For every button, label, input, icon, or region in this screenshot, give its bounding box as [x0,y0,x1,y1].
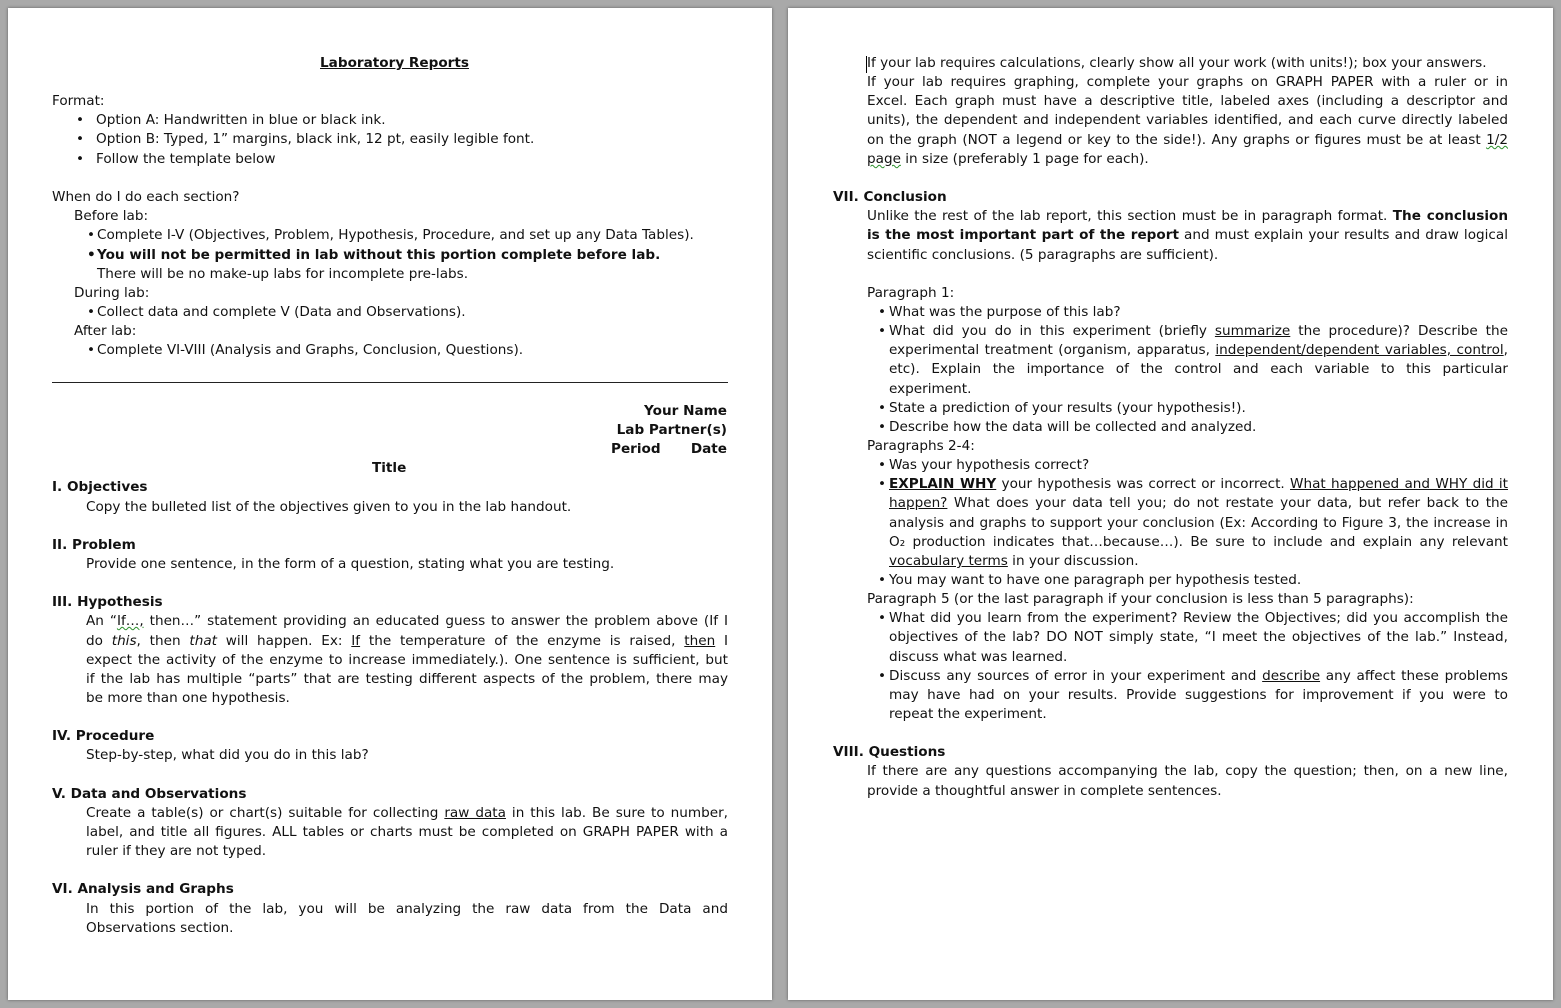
header-period: Period [611,441,661,457]
bullet-icon: • [878,419,887,435]
hypothesis-line-4: if the lab has multiple “parts” that are testing different aspects of the problem, there may [86,671,728,687]
header-date: Date [690,441,727,457]
p5-bullet-2-line-2: may have had on your results. Provide suggestions for improvement if you were to [889,687,1508,703]
p24-bullet-2-line-3: analysis and graphs to support your conclusion (Ex: According to Figure 3, the increase in [889,515,1508,531]
data-observations-heading: V. Data and Observations [52,786,247,802]
bullet-icon: • [76,131,85,147]
header-your-name: Your Name [644,403,727,419]
bullet-icon: • [878,304,887,320]
p24-bullet-2-line-4: O₂ production indicates that…because…). Be sure to include and explain any relevant [889,534,1508,550]
p5-bullet-1-line-2: objectives of the lab? DO NOT simply state, “I meet the objectives of the lab.” Instead, [889,629,1508,645]
before-item-2: You will not be permitted in lab without this portion complete before lab. [97,247,661,263]
paragraph-1-label: Paragraph 1: [867,285,955,301]
p1-bullet-2-line-1: What did you do in this experiment (briefly summarize the procedure)? Describe the [889,323,1508,339]
bullet-icon: • [878,476,887,492]
header-lab-partners: Lab Partner(s) [616,422,727,438]
bullet-icon: • [878,610,887,626]
p24-bullet-3: You may want to have one paragraph per hypothesis tested. [889,572,1302,588]
bullet-icon: • [76,151,85,167]
paragraph-5-label: Paragraph 5 (or the last paragraph if your conclusion is less than 5 paragraphs): [867,591,1414,607]
bullet-icon: • [87,247,96,263]
procedure-heading: IV. Procedure [52,728,155,744]
conclusion-line-1: Unlike the rest of the lab report, this section must be in paragraph format. The conclusion [867,208,1508,224]
calc-line-1: If your lab requires calculations, clearly show all your work (with units!); box your answers. [867,55,1487,71]
bullet-icon: • [87,342,96,358]
before-lab-label: Before lab: [74,208,149,224]
hypothesis-line-2: do this, then that will happen. Ex: If the temperature of the enzyme is raised, then I [86,633,728,649]
procedure-text: Step-by-step, what did you do in this lab? [86,747,369,763]
p1-bullet-4: Describe how the data will be collected and analyzed. [889,419,1257,435]
data-observations-line-1: Create a table(s) or chart(s) suitable for collecting raw data in this lab. Be sure to number, [86,805,728,821]
analysis-graphs-line-2: Observations section. [86,920,234,936]
before-item-2-continued: There will be no make-up labs for incomplete pre-labs. [97,266,469,282]
data-observations-line-2: label, and title all figures. ALL tables or charts must be completed on GRAPH PAPER with a [86,824,728,840]
analysis-graphs-heading: VI. Analysis and Graphs [52,881,234,897]
p1-bullet-1: What was the purpose of this lab? [889,304,1121,320]
p5-bullet-2-line-3: repeat the experiment. [889,706,1047,722]
data-observations-line-3: ruler if they are not typed. [86,843,267,859]
p1-bullet-2-line-4: experiment. [889,381,972,397]
hypothesis-heading: III. Hypothesis [52,594,163,610]
during-lab-label: During lab: [74,285,150,301]
objectives-text: Copy the bulleted list of the objectives given to you in the lab handout. [86,499,572,515]
section-divider [52,382,728,383]
p1-bullet-3: State a prediction of your results (your hypothesis!). [889,400,1246,416]
after-item: Complete VI-VIII (Analysis and Graphs, Conclusion, Questions). [97,342,524,358]
graph-line-4: on the graph (NOT a legend or key to the side!). Any graphs or figures must be at least 1/2 [867,132,1508,148]
format-label: Format: [52,93,105,109]
questions-line-2: provide a thoughtful answer in complete sentences. [867,783,1222,799]
bullet-icon: • [76,112,85,128]
bullet-icon: • [87,304,96,320]
document-page-left [8,8,772,1000]
before-item-1: Complete I-V (Objectives, Problem, Hypothesis, Procedure, and set up any Data Tables). [97,227,694,243]
conclusion-heading: VII. Conclusion [833,189,947,205]
document-title: Laboratory Reports [320,55,469,71]
graph-line-5: page in size (preferably 1 page for each). [867,151,1149,167]
p5-bullet-1-line-1: What did you learn from the experiment? Review the Objectives; did you accomplish the [889,610,1508,626]
questions-line-1: If there are any questions accompanying the lab, copy the question; then, on a new line, [867,763,1508,779]
graph-line-1: If your lab requires graphing, complete your graphs on GRAPH PAPER with a ruler or in [867,74,1508,90]
objectives-heading: I. Objectives [52,479,148,495]
document-page-right [788,8,1553,1000]
conclusion-line-3: scientific conclusions. (5 paragraphs are sufficient). [867,247,1219,263]
p24-bullet-2-line-2: happen? What does your data tell you; do not restate your data, but refer back to the [889,495,1508,511]
hypothesis-line-3: expect the activity of the enzyme to increase immediately.). One sentence is sufficient, but [86,652,728,668]
after-lab-label: After lab: [74,323,137,339]
hypothesis-line-1: An “If…, then…” statement providing an educated guess to answer the problem above (If I [86,613,729,629]
bullet-icon: • [878,668,887,684]
bullet-icon: • [87,227,96,243]
bullet-icon: • [878,572,887,588]
bullet-icon: • [878,400,887,416]
bullet-icon: • [878,457,887,473]
p24-bullet-1: Was your hypothesis correct? [889,457,1090,473]
format-item-c: Follow the template below [96,151,276,167]
problem-heading: II. Problem [52,537,136,553]
p1-bullet-2-line-2: experimental treatment (organism, apparatus, independent/dependent variables, control, [889,342,1508,358]
hypothesis-line-5: be more than one hypothesis. [86,690,290,706]
conclusion-line-2: is the most important part of the report and must explain your results and draw logical [867,227,1509,243]
format-item-a: Option A: Handwritten in blue or black ink. [96,112,386,128]
p5-bullet-2-line-1: Discuss any sources of error in your experiment and describe any affect these problems [889,668,1508,684]
during-item: Collect data and complete V (Data and Observations). [97,304,466,320]
p1-bullet-2-line-3: etc). Explain the importance of the control and each variable to this particular [889,361,1508,377]
p24-bullet-2-line-1: EXPLAIN WHY your hypothesis was correct or incorrect. What happened and WHY did it [889,476,1509,492]
problem-text: Provide one sentence, in the form of a question, stating what you are testing. [86,556,615,572]
analysis-graphs-line-1: In this portion of the lab, you will be analyzing the raw data from the Data and [86,901,728,917]
p5-bullet-1-line-3: discuss what was learned. [889,649,1068,665]
when-label: When do I do each section? [52,189,240,205]
p24-bullet-2-line-5: vocabulary terms in your discussion. [889,553,1139,569]
graph-line-3: units), the dependent and independent variables identified, and each curve directly labeled [867,112,1508,128]
format-item-b: Option B: Typed, 1” margins, black ink, 12 pt, easily legible font. [96,131,535,147]
paragraphs-2-4-label: Paragraphs 2-4: [867,438,975,454]
graph-line-2: Excel. Each graph must have a descriptive title, labeled axes (including a descriptor and [867,93,1508,109]
questions-heading: VIII. Questions [833,744,946,760]
header-title: Title [372,460,407,476]
bullet-icon: • [878,323,887,339]
